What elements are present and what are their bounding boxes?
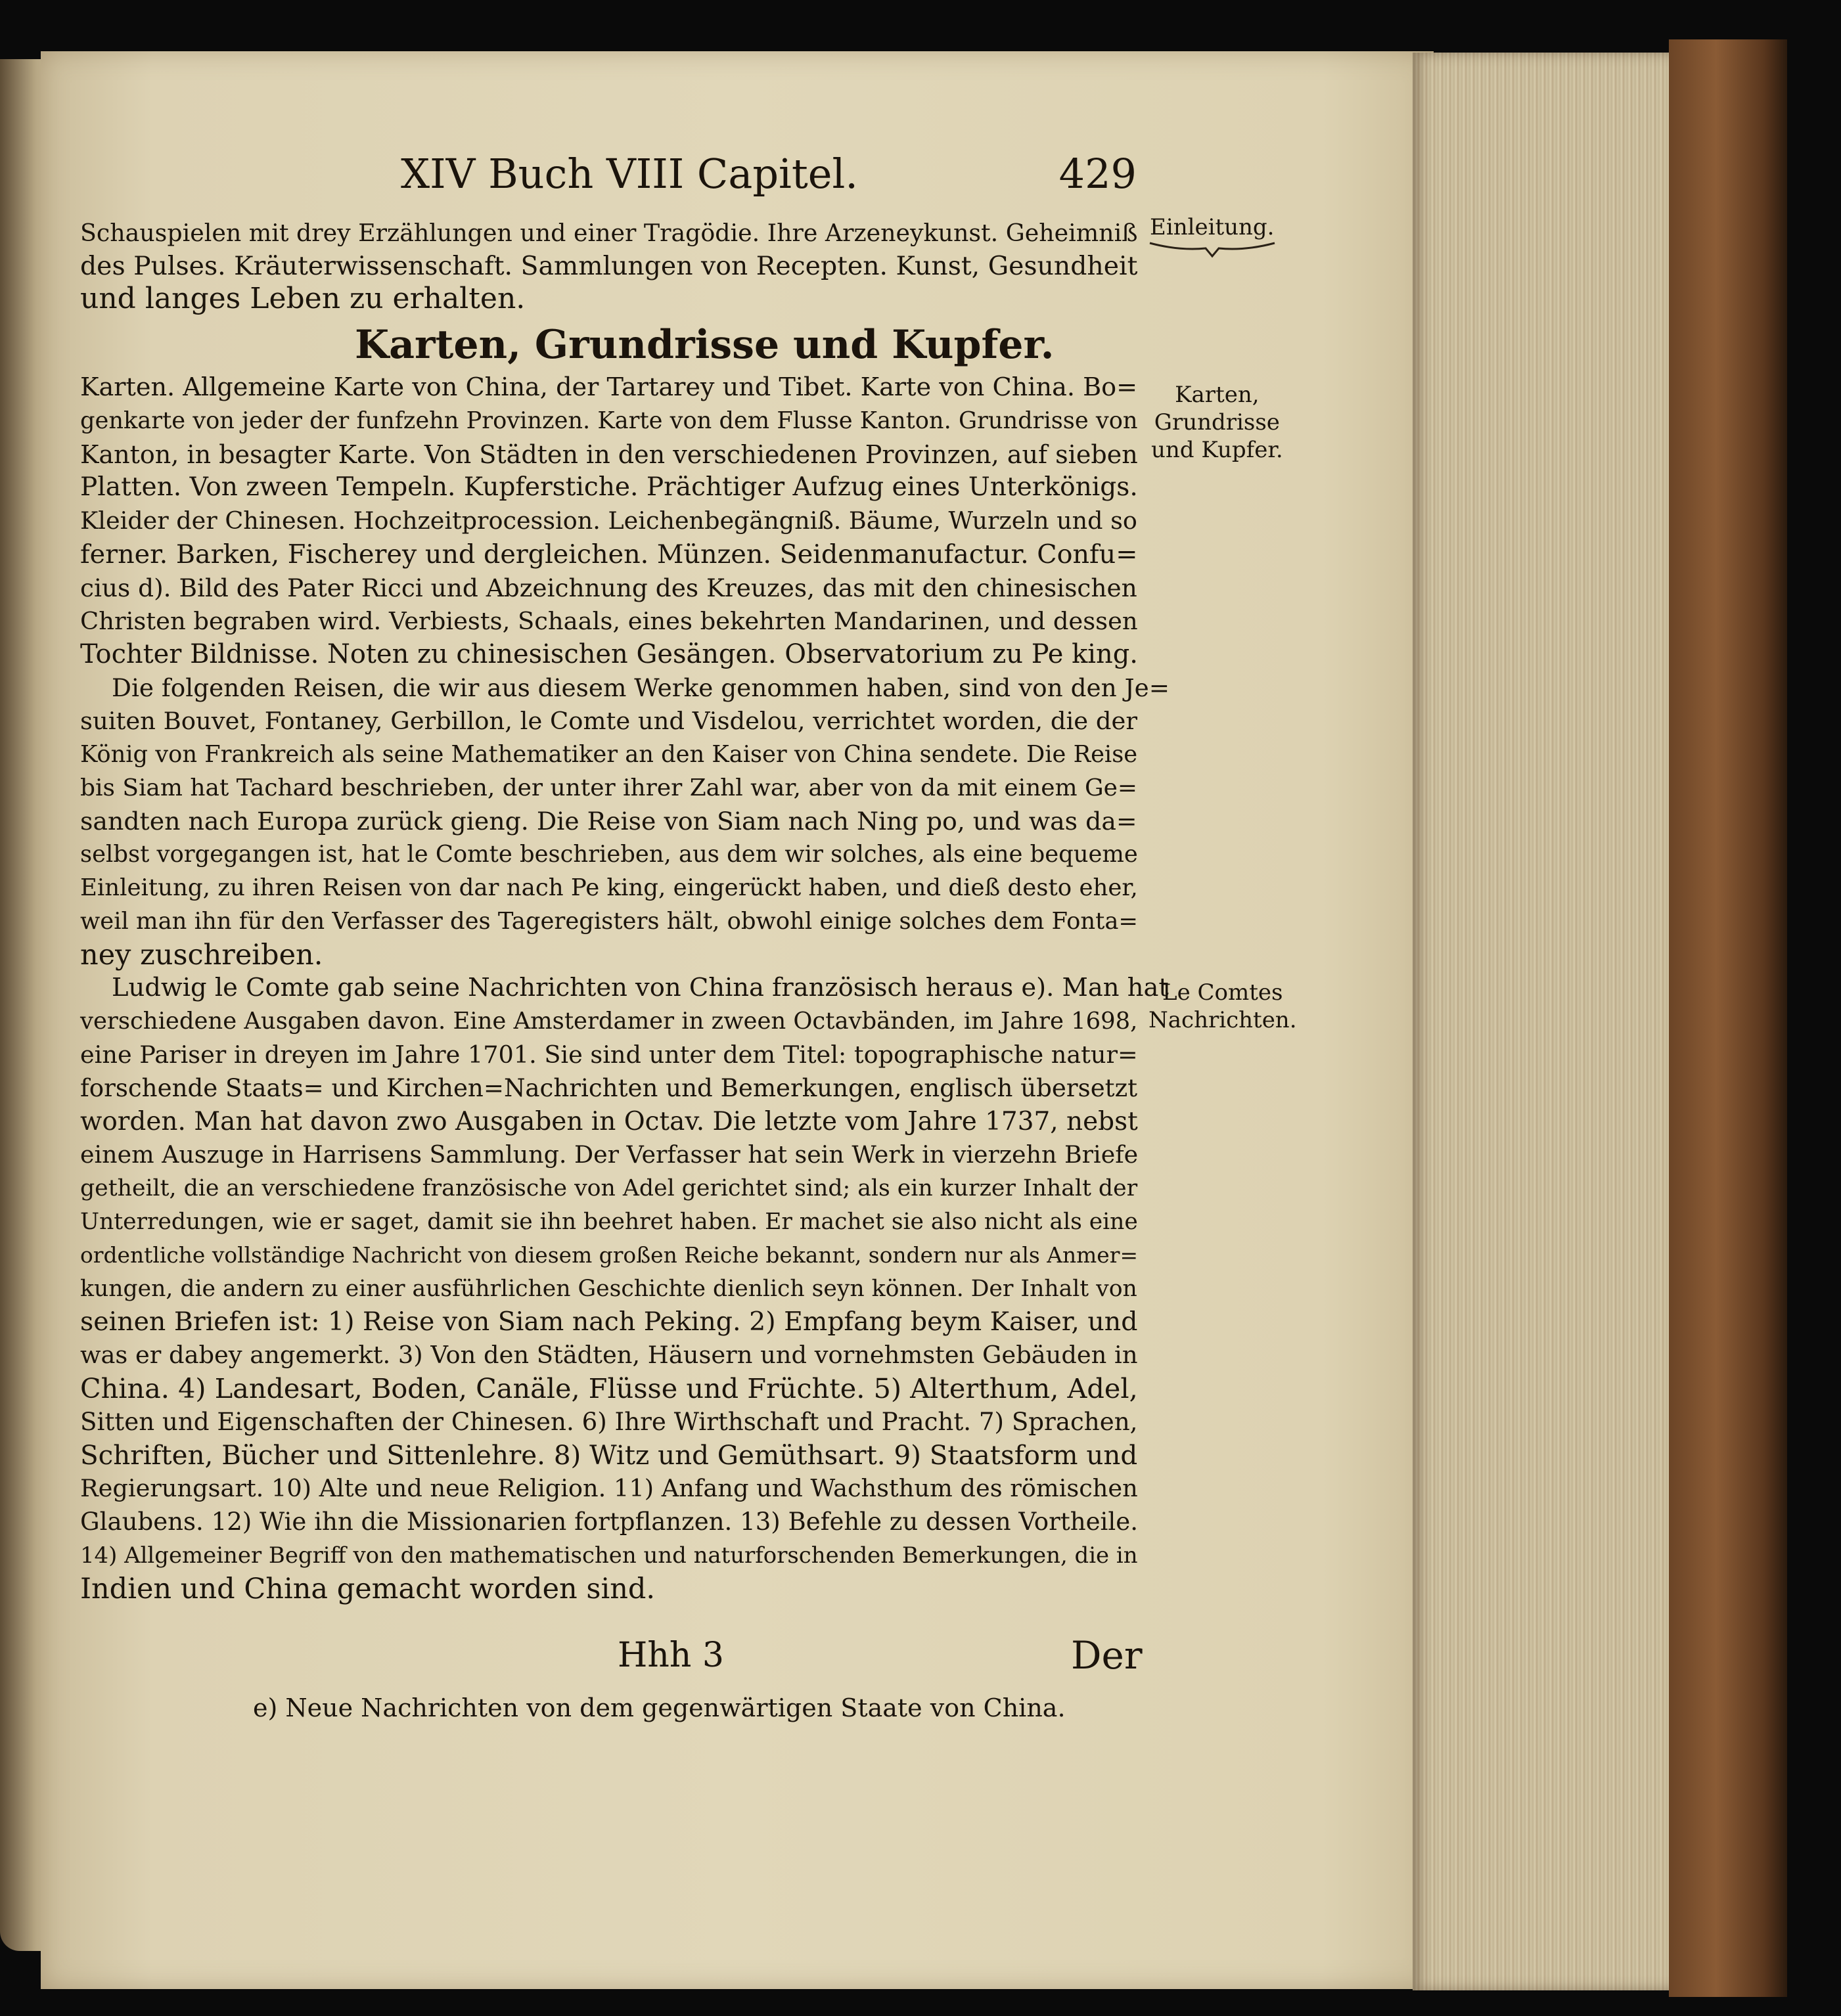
side-note-line: Einleitung.	[1150, 214, 1275, 240]
body-line: Kleider der Chinesen. Hochzeitprocession. Leichenbegängniß. Bäume, Wurzeln und so	[80, 506, 1137, 535]
body-line: forschende Staats= und Kirchen=Nachrichten und Bemerkungen, englisch übersetzt	[80, 1073, 1138, 1102]
body-line: Christen begraben wird. Verbiests, Schaals, eines bekehrten Mandarinen, und dessen	[80, 606, 1138, 635]
body-line: Ludwig le Comte gab seine Nachrichten von China französisch heraus e). Man hat	[112, 973, 1169, 1003]
body-line: Einleitung, zu ihren Reisen von dar nach Pe king, eingerückt haben, und dieß desto eher,	[80, 874, 1138, 901]
signature-mark: Hhh 3	[618, 1636, 724, 1675]
side-note-brace	[1147, 236, 1278, 263]
book-cover	[1669, 39, 1787, 1997]
body-line: cius d). Bild des Pater Ricci und Abzeichnung des Kreuzes, das mit den chinesischen	[80, 573, 1137, 602]
page-edges	[1413, 53, 1689, 1990]
body-line: ferner. Barken, Fischerey und dergleichen. Münzen. Seidenmanufactur. Confu=	[80, 539, 1138, 570]
intro-line: des Pulses. Kräuterwissenschaft. Sammlungen von Recepten. Kunst, Gesundheit	[80, 251, 1138, 281]
body-line: weil man ihn für den Verfasser des Tageregisters hält, obwohl einige solches dem Fonta=	[80, 907, 1139, 935]
body-line: Unterredungen, wie er saget, damit sie ihn beehret haben. Er machet sie also nicht als eine	[80, 1209, 1138, 1235]
body-line: suiten Bouvet, Fontaney, Gerbillon, le Comte und Visdelou, verrichtet worden, die der	[80, 707, 1137, 735]
catchword: Der	[1071, 1633, 1143, 1678]
section-heading: Karten, Grundrisse und Kupfer.	[355, 322, 1055, 368]
body-line: Tochter Bildnisse. Noten zu chinesischen Gesängen. Observatorium zu Pe king.	[80, 639, 1138, 670]
body-line: getheilt, die an verschiedene französische von Adel gerichtet sind; als ein kurzer Inhalt der	[80, 1175, 1138, 1202]
body-line: verschiedene Ausgaben davon. Eine Amsterdamer in zween Octavbänden, im Jahre 1698,	[80, 1008, 1138, 1035]
body-line: eine Pariser in dreyen im Jahre 1701. Sie sind unter dem Titel: topographische natur=	[80, 1041, 1138, 1069]
body-line: genkarte von jeder der funfzehn Provinzen. Karte von dem Flusse Kanton. Grundrisse von	[80, 407, 1138, 434]
body-line: König von Frankreich als seine Mathematiker an den Kaiser von China sendete. Die Reise	[80, 740, 1138, 768]
side-note-line: Nachrichten.	[1148, 1007, 1297, 1033]
side-note-line: Le Comtes	[1162, 979, 1283, 1006]
intro-line: und langes Leben zu erhalten.	[80, 282, 526, 315]
page-number: 429	[1058, 150, 1137, 198]
body-line: China. 4) Landesart, Boden, Canäle, Flüsse und Früchte. 5) Alterthum, Adel,	[80, 1373, 1138, 1404]
body-line: ordentliche vollständige Nachricht von diesem großen Reiche bekannt, sondern nur als Anmer=	[80, 1242, 1138, 1268]
body-line: 14) Allgemeiner Begriff von den mathematischen und naturforschenden Bemerkungen, die in	[80, 1542, 1138, 1568]
body-line: Schriften, Bücher und Sittenlehre. 8) Witz und Gemüthsart. 9) Staatsform und	[80, 1439, 1138, 1471]
side-note-line: und Kupfer.	[1151, 437, 1283, 463]
body-line: ney zuschreiben.	[80, 938, 323, 972]
body-line: seinen Briefen ist: 1) Reise von Siam nach Peking. 2) Empfang beym Kaiser, und	[80, 1307, 1138, 1337]
body-line: Sitten und Eigenschaften der Chinesen. 6) Ihre Wirthschaft und Pracht. 7) Sprachen,	[80, 1407, 1138, 1436]
side-note-le-comtes	[1148, 979, 1297, 1034]
body-line: sandten nach Europa zurück gieng. Die Reise von Siam nach Ning po, und was da=	[80, 807, 1137, 836]
body-line: Karten. Allgemeine Karte von China, der Tartarey und Tibet. Karte von China. Bo=	[80, 373, 1138, 402]
body-line: Kanton, in besagter Karte. Von Städten in den verschiedenen Provinzen, auf sieben	[80, 439, 1138, 469]
side-note-line: Karten,	[1175, 382, 1260, 408]
body-line: was er dabey angemerkt. 3) Von den Städten, Häusern und vornehmsten Gebäuden in	[80, 1341, 1138, 1370]
side-note-line: Grundrisse	[1154, 409, 1280, 436]
body-line: Glaubens. 12) Wie ihn die Missionarien fortpflanzen. 13) Befehle zu dessen Vortheile.	[80, 1508, 1139, 1536]
body-line: kungen, die andern zu einer ausführlichen Geschichte dienlich seyn können. Der Inhalt von	[80, 1275, 1137, 1302]
body-line: worden. Man hat davon zwo Ausgaben in Octav. Die letzte vom Jahre 1737, nebst	[80, 1106, 1138, 1136]
body-line: Die folgenden Reisen, die wir aus diesem Werke genommen haben, sind von den Je=	[112, 673, 1170, 703]
body-line: einem Auszuge in Harrisens Sammlung. Der Verfasser hat sein Werk in vierzehn Briefe	[80, 1140, 1139, 1169]
footnote: e) Neue Nachrichten von dem gegenwärtigen Staate von China.	[253, 1693, 1066, 1722]
side-note-karten	[1151, 381, 1283, 464]
intro-line: Schauspielen mit drey Erzählungen und einer Tragödie. Ihre Arzeneykunst. Geheimniß	[80, 219, 1138, 247]
page-header	[375, 145, 1137, 204]
body-line: Indien und China gemacht worden sind.	[80, 1572, 656, 1605]
body-line: selbst vorgegangen ist, hat le Comte beschrieben, aus dem wir solches, als eine bequeme	[80, 841, 1138, 868]
running-title: XIV Buch VIII Capitel.	[401, 150, 858, 198]
body-line: bis Siam hat Tachard beschrieben, der unter ihrer Zahl war, aber von da mit einem Ge=	[80, 774, 1137, 801]
body-line: Platten. Von zween Tempeln. Kupferstiche. Prächtiger Aufzug eines Unterkönigs.	[80, 472, 1138, 503]
body-line: Regierungsart. 10) Alte und neue Religion. 11) Anfang und Wachsthum des römischen	[80, 1474, 1138, 1503]
